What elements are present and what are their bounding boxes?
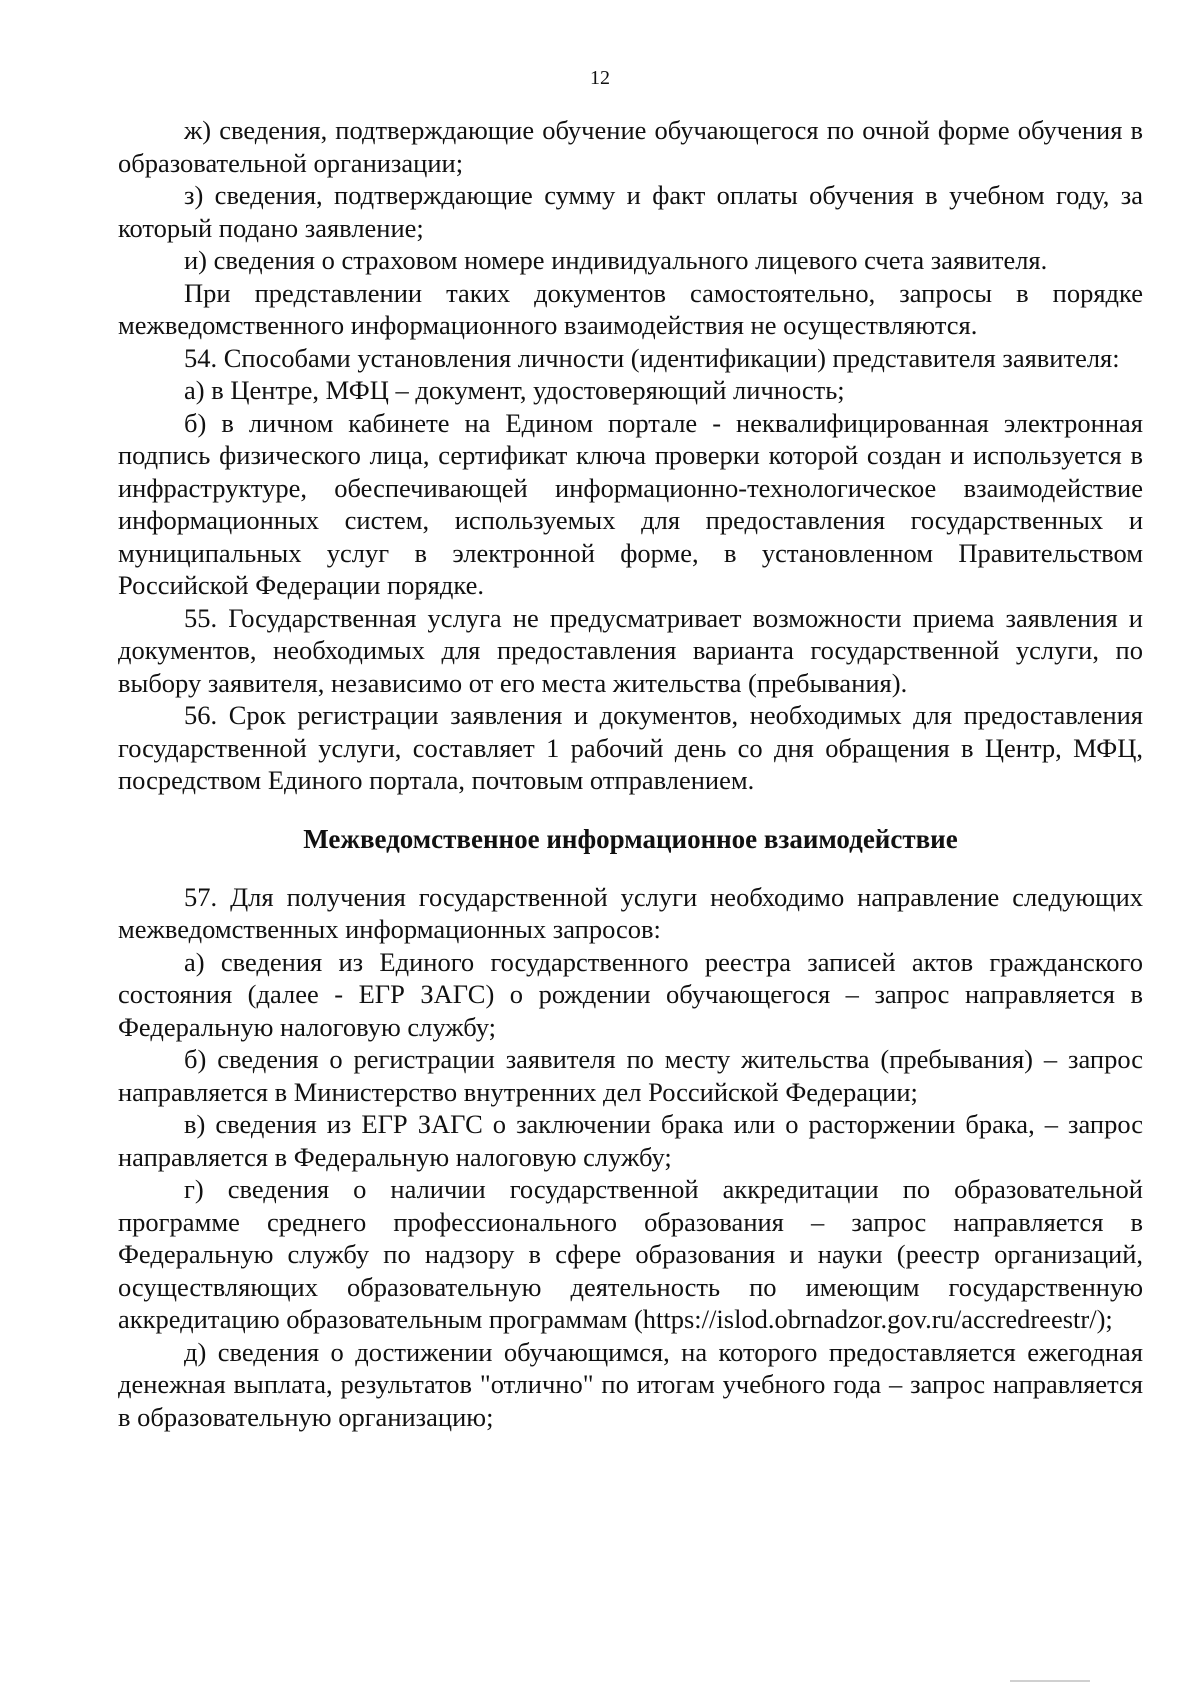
paragraph-z: з) сведения, подтверждающие сумму и факт оплаты обучения в учебном году, за который подано заявление; (118, 180, 1143, 243)
paragraph-57-b: б) сведения о регистрации заявителя по месту жительства (пребывания) – запрос направляется в Министерство внутренних дел Российской Федерации; (118, 1044, 1143, 1107)
paragraph-57: 57. Для получения государственной услуги необходимо направление следующих межведомственных информационных запросов: (118, 881, 1143, 944)
paragraph-54-a: а) в Центре, МФЦ – документ, удостоверяющий личность; (184, 375, 845, 405)
document-body (118, 114, 1143, 1433)
paragraph-zh: ж) сведения, подтверждающие обучение обучающегося по очной форме обучения в образовательной организации; (118, 115, 1143, 178)
paragraph-54-b: б) в личном кабинете на Едином портале - неквалифицированная электронная подпись физического лица, сертификат ключа проверки которой создан и используется в инфраструктуре, обеспечивающей информационно-технологическое взаимодействие информационных систем, используемых для предоставления государственных и муниципальных услуг в электронной форме, в установленном Правительством Российской Федерации порядке. (118, 407, 1143, 600)
paragraph-57-d: д) сведения о достижении обучающимся, на которого предоставляется ежегодная денежная выплата, результатов "отлично" по итогам учебного года – запрос направляется в образовательную организацию; (118, 1336, 1143, 1432)
paragraph-self-submission: При представлении таких документов самостоятельно, запросы в порядке межведомственного информационного взаимодействия не осуществляются. (118, 277, 1143, 340)
paragraph-i: и) сведения о страховом номере индивидуального лицевого счета заявителя. (184, 245, 1048, 275)
paragraph-54: 54. Способами установления личности (идентификации) представителя заявителя: (184, 342, 1120, 373)
page-number: 12 (590, 67, 610, 89)
scan-artifact (1010, 1680, 1090, 1682)
paragraph-56: 56. Срок регистрации заявления и документов, необходимых для предоставления государственной услуги, составляет 1 рабочий день со дня обращения в Центр, МФЦ, посредством Единого портала, почтовым отправлением. (118, 700, 1143, 795)
paragraph-57-a: а) сведения из Единого государственного реестра записей актов гражданского состояния (далее - ЕГР ЗАГС) о рождении обучающегося – запрос направляется в Федеральную налоговую службу; (118, 946, 1143, 1042)
paragraph-55: 55. Государственная услуга не предусматривает возможности приема заявления и документов, необходимых для предоставления варианта государственной услуги, по выбору заявителя, независимо от его места жительства (пребывания). (118, 602, 1143, 698)
paragraph-57-v: в) сведения из ЕГР ЗАГС о заключении брака или о расторжении брака, – запрос направляется в Федеральную налоговую службу; (118, 1109, 1143, 1172)
section-title: Межведомственное информационное взаимодействие (303, 823, 958, 854)
paragraph-57-g: г) сведения о наличии государственной аккредитации по образовательной программе среднего профессионального образования – запрос направляется в Федеральную службу по надзору в сфере образования и науки (реестр организаций, осуществляющих образовательную деятельность по имеющим государственную аккредитацию образовательным программам (https://islod.obrnadzor.gov.ru/accredreestr/); (118, 1174, 1143, 1334)
